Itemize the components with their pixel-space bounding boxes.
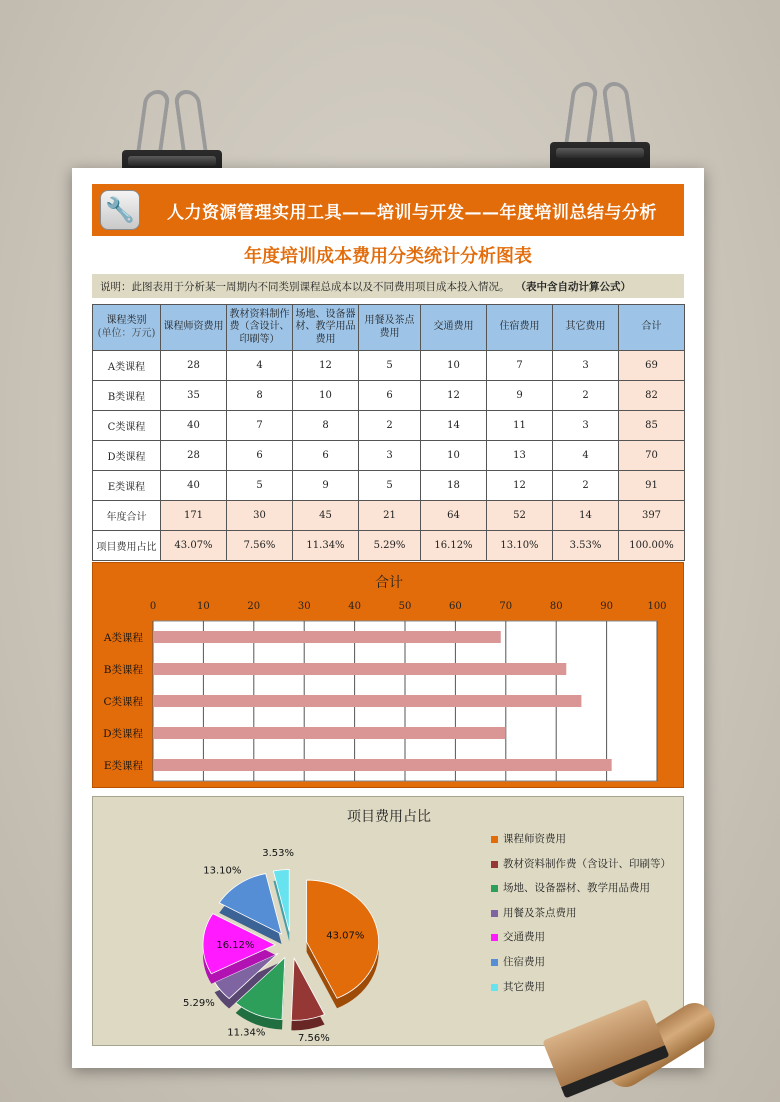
legend-label: 用餐及茶点费用 <box>503 906 577 919</box>
legend-item <box>491 981 676 994</box>
table-cell: 7.56% <box>227 531 293 561</box>
legend-swatch <box>491 934 498 941</box>
table-cell: 9 <box>487 381 553 411</box>
bar <box>153 695 581 707</box>
table-cell: 13.10% <box>487 531 553 561</box>
table-cell: 11 <box>487 411 553 441</box>
table-row <box>93 351 685 381</box>
table-cell: 85 <box>619 411 685 441</box>
pie-value-label: 43.07% <box>326 930 365 942</box>
table-cell: 18 <box>421 471 487 501</box>
note-emphasis: （表中含自动计算公式） <box>515 280 631 293</box>
row-label: 年度合计 <box>93 501 161 531</box>
x-tick-label: 90 <box>600 601 613 612</box>
legend-swatch <box>491 836 498 843</box>
table-cell: 28 <box>161 441 227 471</box>
legend-swatch <box>491 885 498 892</box>
column-header: 教材资料制作费（含设计、印刷等） <box>227 305 293 351</box>
table-cell: 16.12% <box>421 531 487 561</box>
page-title: 年度培训成本费用分类统计分析图表 <box>244 246 532 267</box>
x-tick-label: 0 <box>149 601 157 612</box>
shares-row <box>93 531 685 561</box>
table-row <box>93 411 685 441</box>
table-cell: 7 <box>487 351 553 381</box>
table-cell: 64 <box>421 501 487 531</box>
legend-swatch <box>491 959 498 966</box>
table-cell: 13 <box>487 441 553 471</box>
table-cell: 30 <box>227 501 293 531</box>
x-tick-label: 40 <box>348 601 361 612</box>
y-tick-label: D类课程 <box>103 728 143 740</box>
table-cell: 6 <box>227 441 293 471</box>
table-cell: 82 <box>619 381 685 411</box>
legend-label: 场地、设备器材、教学用品费用 <box>503 882 650 895</box>
table-cell: 40 <box>161 471 227 501</box>
table-cell: 8 <box>293 411 359 441</box>
row-label: 项目费用占比 <box>93 531 161 561</box>
column-header: 场地、设备器材、教学用品费用 <box>293 305 359 351</box>
table-cell: 12 <box>421 381 487 411</box>
legend-swatch <box>491 910 498 917</box>
table-row <box>93 381 685 411</box>
legend-label: 课程师资费用 <box>503 833 566 845</box>
legend-item <box>491 956 676 969</box>
column-header: 其它费用 <box>553 305 619 351</box>
row-label: E类课程 <box>93 471 161 501</box>
corner-label: 课程类别 <box>106 315 147 326</box>
table-cell: 5 <box>359 471 421 501</box>
pie-value-label: 7.56% <box>297 1032 330 1044</box>
table-cell: 2 <box>359 411 421 441</box>
table-cell: 70 <box>619 441 685 471</box>
x-tick-label: 20 <box>247 601 261 612</box>
corner-header <box>93 305 161 351</box>
pie-value-label: 16.12% <box>216 940 255 952</box>
column-header: 课程师资费用 <box>161 305 227 351</box>
table-cell: 3 <box>553 411 619 441</box>
x-tick-label: 50 <box>398 601 412 612</box>
legend-item <box>491 833 676 846</box>
table-cell: 35 <box>161 381 227 411</box>
table-cell: 6 <box>293 441 359 471</box>
legend-item <box>491 907 676 920</box>
table-row <box>93 441 685 471</box>
table-cell: 52 <box>487 501 553 531</box>
table-cell: 10 <box>293 381 359 411</box>
legend-swatch <box>491 861 498 868</box>
y-tick-label: C类课程 <box>103 696 143 708</box>
chart-title: 项目费用占比 <box>347 809 431 825</box>
total-bar-chart <box>92 562 684 788</box>
pie-value-label: 3.53% <box>262 847 295 859</box>
legend-item <box>491 882 676 895</box>
column-header: 用餐及茶点费用 <box>359 305 421 351</box>
bar <box>153 663 566 675</box>
x-tick-label: 30 <box>297 601 311 612</box>
table-cell: 69 <box>619 351 685 381</box>
row-label: C类课程 <box>93 411 161 441</box>
table-cell: 6 <box>359 381 421 411</box>
header-title: 人力资源管理实用工具——培训与开发——年度培训总结与分析 <box>167 202 657 223</box>
table-cell: 5 <box>227 471 293 501</box>
chart-title: 合计 <box>375 575 403 591</box>
table-row <box>93 471 685 501</box>
x-tick-label: 100 <box>647 601 667 612</box>
legend-label: 其它费用 <box>503 980 545 993</box>
table-cell: 7 <box>227 411 293 441</box>
table-cell: 43.07% <box>161 531 227 561</box>
share-pie-chart <box>92 796 684 1046</box>
column-header: 住宿费用 <box>487 305 553 351</box>
table-cell: 28 <box>161 351 227 381</box>
wrench-icon: 🔧 <box>100 190 140 230</box>
description-note <box>92 274 684 298</box>
bar <box>153 759 612 771</box>
legend-item <box>491 931 676 944</box>
y-tick-label: A类课程 <box>103 632 143 644</box>
pie-value-label: 13.10% <box>203 865 242 877</box>
table-cell: 5.29% <box>359 531 421 561</box>
note-text: 说明：此图表用于分析某一周期内不同类别课程总成本以及不同费用项目成本投入情况。 <box>100 280 510 293</box>
table-cell: 9 <box>293 471 359 501</box>
table-cell: 40 <box>161 411 227 441</box>
table-cell: 21 <box>359 501 421 531</box>
column-header: 交通费用 <box>421 305 487 351</box>
row-label: B类课程 <box>93 381 161 411</box>
cost-table <box>92 304 685 561</box>
table-cell: 4 <box>227 351 293 381</box>
bar <box>153 727 506 739</box>
table-cell: 4 <box>553 441 619 471</box>
table-cell: 14 <box>553 501 619 531</box>
pie-value-label: 11.34% <box>227 1027 266 1039</box>
legend-label: 交通费用 <box>503 931 545 944</box>
table-cell: 12 <box>293 351 359 381</box>
x-tick-label: 10 <box>197 601 210 612</box>
x-tick-label: 70 <box>499 601 513 612</box>
table-cell: 10 <box>421 441 487 471</box>
y-tick-label: B类课程 <box>103 664 143 676</box>
table-cell: 2 <box>553 381 619 411</box>
table-cell: 3 <box>359 441 421 471</box>
table-cell: 11.34% <box>293 531 359 561</box>
table-cell: 3.53% <box>553 531 619 561</box>
table-cell: 45 <box>293 501 359 531</box>
document-sheet <box>72 168 704 1068</box>
legend-label: 教材资料制作费（含设计、印刷等） <box>503 857 671 870</box>
pie-legend <box>491 833 676 1005</box>
y-tick-label: E类课程 <box>103 760 143 772</box>
table-header-row <box>93 305 685 351</box>
row-label: A类课程 <box>93 351 161 381</box>
x-tick-label: 60 <box>449 601 462 612</box>
legend-swatch <box>491 984 498 991</box>
legend-label: 住宿费用 <box>503 955 545 968</box>
table-cell: 5 <box>359 351 421 381</box>
totals-row <box>93 501 685 531</box>
table-cell: 12 <box>487 471 553 501</box>
column-header: 合计 <box>619 305 685 351</box>
table-cell: 2 <box>553 471 619 501</box>
legend-item <box>491 858 676 871</box>
header-banner <box>92 184 684 236</box>
table-cell: 397 <box>619 501 685 531</box>
row-label: D类课程 <box>93 441 161 471</box>
bar <box>153 631 501 643</box>
table-cell: 10 <box>421 351 487 381</box>
table-cell: 8 <box>227 381 293 411</box>
x-tick-label: 80 <box>549 601 563 612</box>
table-cell: 171 <box>161 501 227 531</box>
table-cell: 100.00% <box>619 531 685 561</box>
table-cell: 91 <box>619 471 685 501</box>
bar-chart-svg <box>93 563 685 789</box>
table-cell: 3 <box>553 351 619 381</box>
corner-unit: (单位：万元) <box>97 327 156 339</box>
table-cell: 14 <box>421 411 487 441</box>
pie-value-label: 5.29% <box>182 997 215 1009</box>
